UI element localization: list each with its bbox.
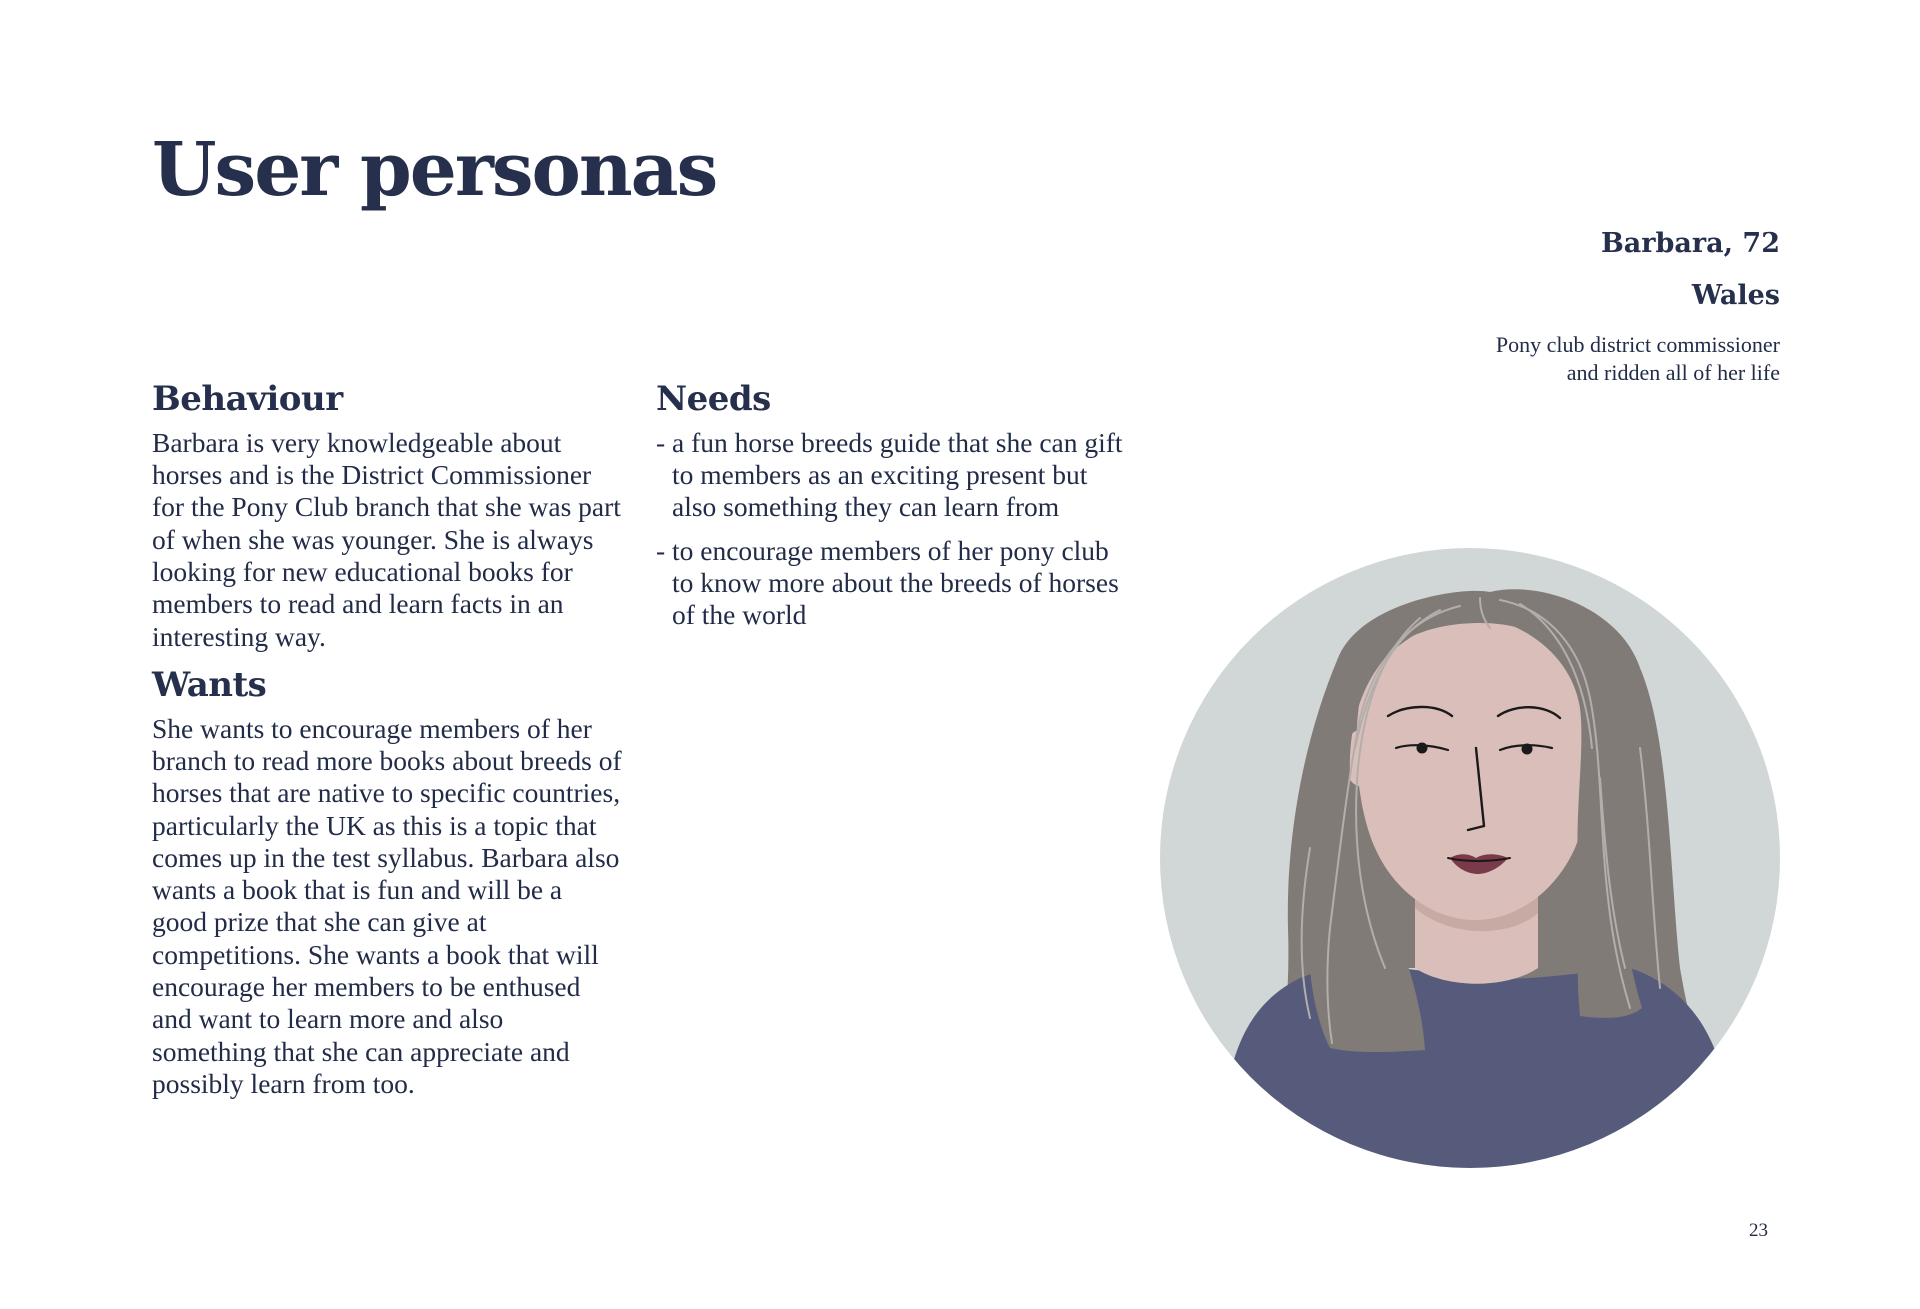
face [1356, 623, 1594, 920]
page-number: 23 [1749, 1220, 1768, 1241]
behaviour-text: Barbara is very knowledgeable about horses and is the District Commissioner for the Pony Club branch that she was part of when she was younger. She is always looking for new educational books for members to read and learn facts in an interesting way. [152, 426, 621, 652]
needs-item-text: to encourage members of her pony club to know more about the breeds of horses of the world [672, 534, 1119, 631]
persona-description: Pony club district commissioner and ridden all of her life [1495, 331, 1780, 385]
needs-heading: Needs [656, 379, 771, 419]
persona-portrait-illustration [1160, 548, 1780, 1168]
needs-list [656, 427, 1126, 632]
middle-column [656, 379, 1126, 643]
persona-location: Wales [1691, 280, 1780, 312]
wants-text: She wants to encourage members of her branch to read more books about breeds of horses that are native to specific countries, particularly the UK as this is a topic that comes up in the test syllabus. Barbara also wants a book that is fun and will be a good prize that she can give at competitions. She wants a book that will encourage her members to be enthused and want to learn more and also something that she can appreciate and possibly learn from too. [152, 712, 622, 1099]
behaviour-heading: Behaviour [152, 379, 343, 419]
bullet-dash: - [656, 426, 666, 458]
left-column [152, 379, 622, 1100]
persona-name-age: Barbara, 72 [1600, 228, 1780, 259]
page-title: User personas [152, 127, 717, 213]
sweater [1220, 966, 1740, 1168]
wants-heading: Wants [152, 664, 267, 705]
needs-list-item [656, 427, 1126, 524]
persona-profile [1280, 228, 1780, 409]
bullet-dash: - [656, 534, 666, 566]
needs-list-item [656, 535, 1126, 632]
needs-item-text: a fun horse breeds guide that she can gift to members as an exciting present but also something they can learn from [672, 426, 1123, 523]
